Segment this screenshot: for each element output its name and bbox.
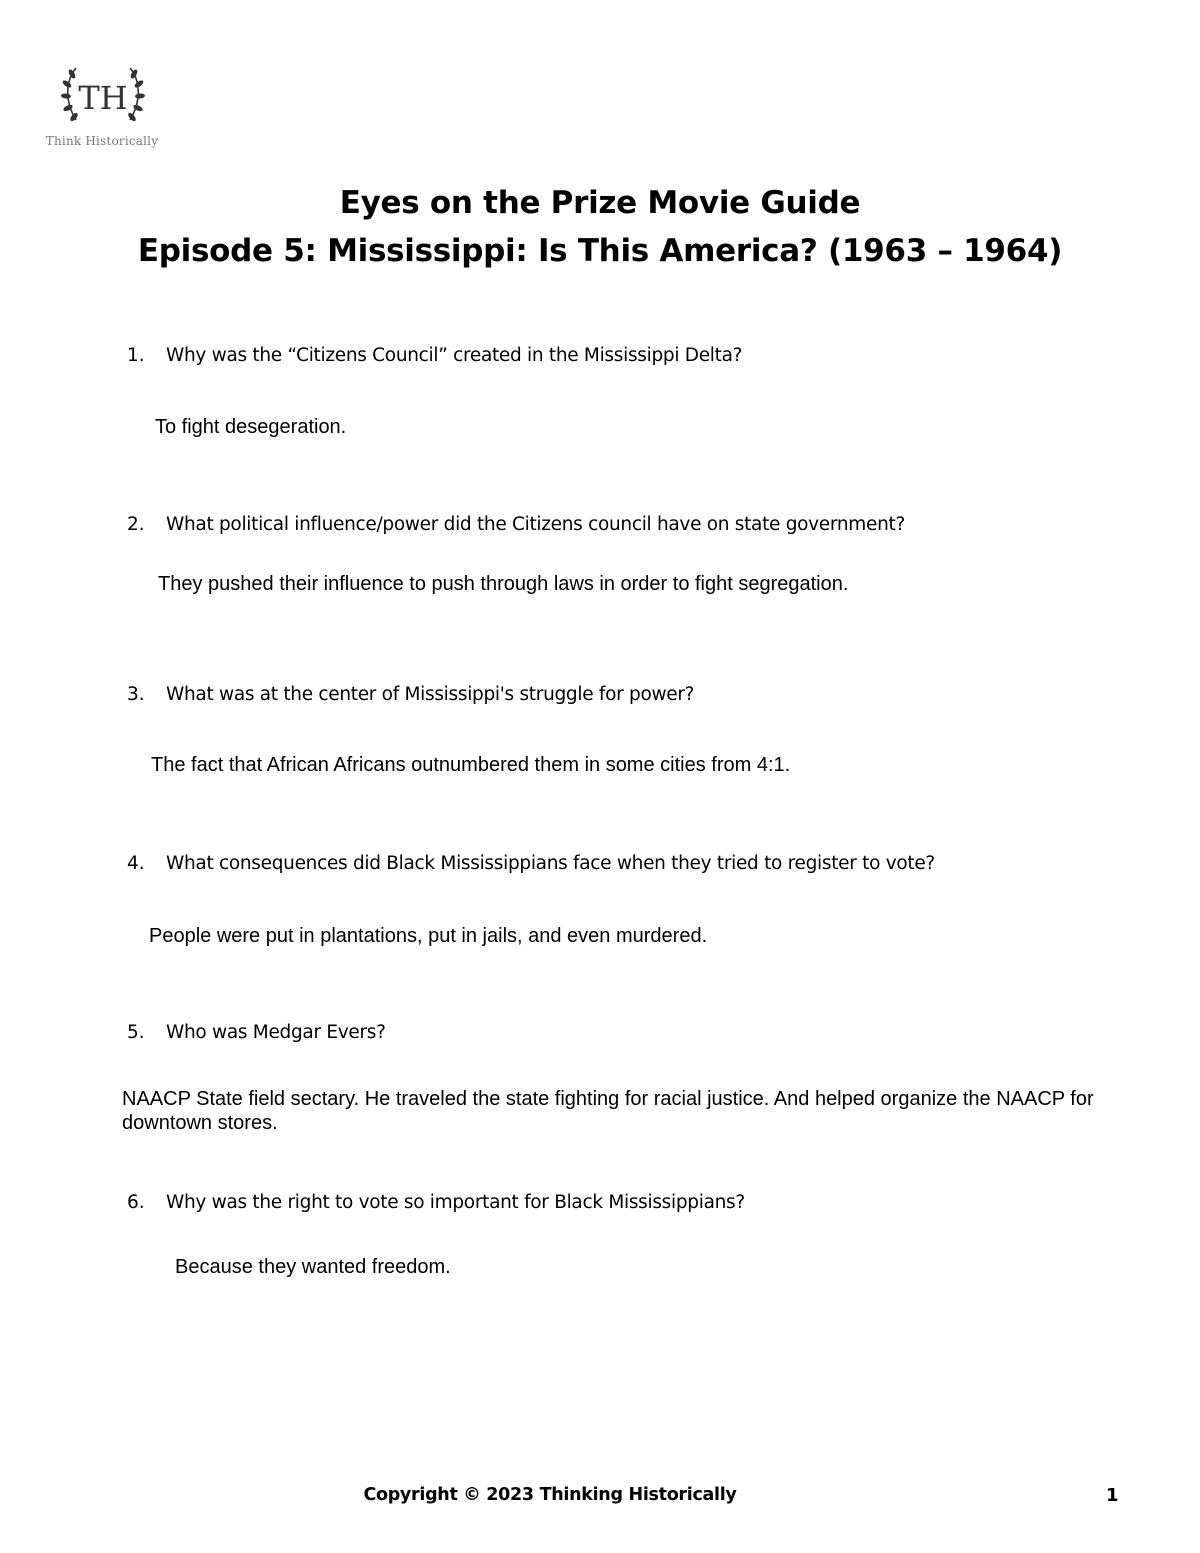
question-number: 2. <box>127 514 145 535</box>
laurel-wreath-icon <box>58 62 148 130</box>
logo <box>40 62 164 152</box>
answer-text: Because they wanted freedom. <box>175 1256 451 1278</box>
question-text: What consequences did Black Mississippians face when they tried to register to vote? <box>166 853 935 874</box>
answer-text: NAACP State field sectary. He traveled the state fighting for racial justice. And helped organize the NAACP for downtown stores. <box>122 1088 1094 1134</box>
logo-caption: Think Historically <box>45 134 159 148</box>
question-number: 4. <box>127 853 145 874</box>
page-subtitle: Episode 5: Mississippi: Is This America? (1963 – 1964) <box>137 233 1063 269</box>
answer-text: They pushed their influence to push through laws in order to fight segregation. <box>158 573 849 595</box>
question-number: 3. <box>127 684 145 705</box>
question-number: 1. <box>127 345 145 366</box>
question-text: Why was the right to vote so important for Black Mississippians? <box>166 1192 745 1213</box>
page-title: Eyes on the Prize Movie Guide <box>339 185 861 221</box>
answer-text: The fact that African Africans outnumbered them in some cities from 4:1. <box>151 754 791 776</box>
logo-monogram: TH <box>78 79 128 117</box>
question-text: Why was the “Citizens Council” created in the Mississippi Delta? <box>166 345 743 366</box>
question-text: What political influence/power did the Citizens council have on state government? <box>166 514 905 535</box>
question-number: 5. <box>127 1022 145 1043</box>
answer-text: To fight desegeration. <box>155 416 347 438</box>
question-number: 6. <box>127 1192 145 1213</box>
question-text: What was at the center of Mississippi's struggle for power? <box>166 684 695 705</box>
answer-text: People were put in plantations, put in jails, and even murdered. <box>149 925 708 947</box>
question-text: Who was Medgar Evers? <box>166 1022 386 1043</box>
copyright-footer: Copyright © 2023 Thinking Historically <box>363 1485 737 1505</box>
page-number: 1 <box>1106 1485 1119 1506</box>
